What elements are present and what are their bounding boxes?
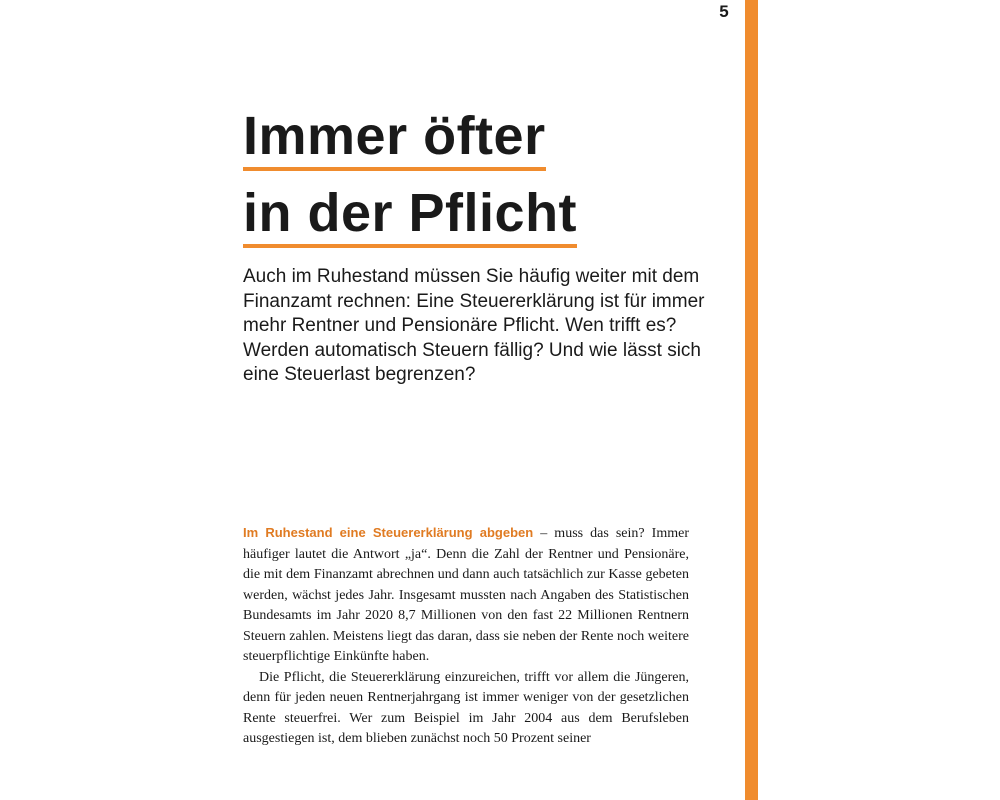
body-paragraph-1 (243, 523, 689, 668)
body-text (243, 523, 689, 750)
accent-side-bar (745, 0, 758, 800)
chapter-title (243, 100, 577, 249)
page-number: 5 (719, 2, 729, 21)
body-paragraph-1-text: – muss das sein? Immer häufiger lautet die Antwort „ja“. Denn die Zahl der Rentner und Pensionäre, die mit dem Finanzamt abrechnen und dann auch tatsächlich zur Kasse gebeten werden, wächst jedes Jahr. Insgesamt mussten nach Angaben des Statistischen Bundesamts im Jahr 2020 8,7 Millionen von den fast 22 Millionen Rentnern Steuern zahlen. Meistens liegt das daran, dass sie neben der Rente noch weitere steuerpflichtige Einkünfte haben. (243, 526, 689, 664)
lead-in-phrase: Im Ruhestand eine Steuererklärung abgeben (243, 525, 534, 540)
body-paragraph-2: Die Pflicht, die Steuererklärung einzureichen, trifft vor allem die Jüngeren, denn für jeden neuen Rentnerjahrgang ist immer weniger von der gesetzlichen Rente steuerfrei. Wer zum Beispiel im Jahr 2004 aus dem Berufsleben ausgestiegen ist, dem blieben zunächst noch 50 Prozent seiner (243, 669, 689, 746)
chapter-intro: Auch im Ruhestand müssen Sie häufig weiter mit dem Finanzamt rechnen: Eine Steuererklärung ist für immer mehr Rentner und Pensionäre Pflicht. Wen trifft es? Werden automatisch Steuern fällig? Und wie lässt sich eine Steuerlast begrenzen? (243, 266, 705, 385)
chapter-title-line-1: Immer öfter (243, 107, 546, 171)
chapter-title-line-2: in der Pflicht (243, 184, 577, 248)
